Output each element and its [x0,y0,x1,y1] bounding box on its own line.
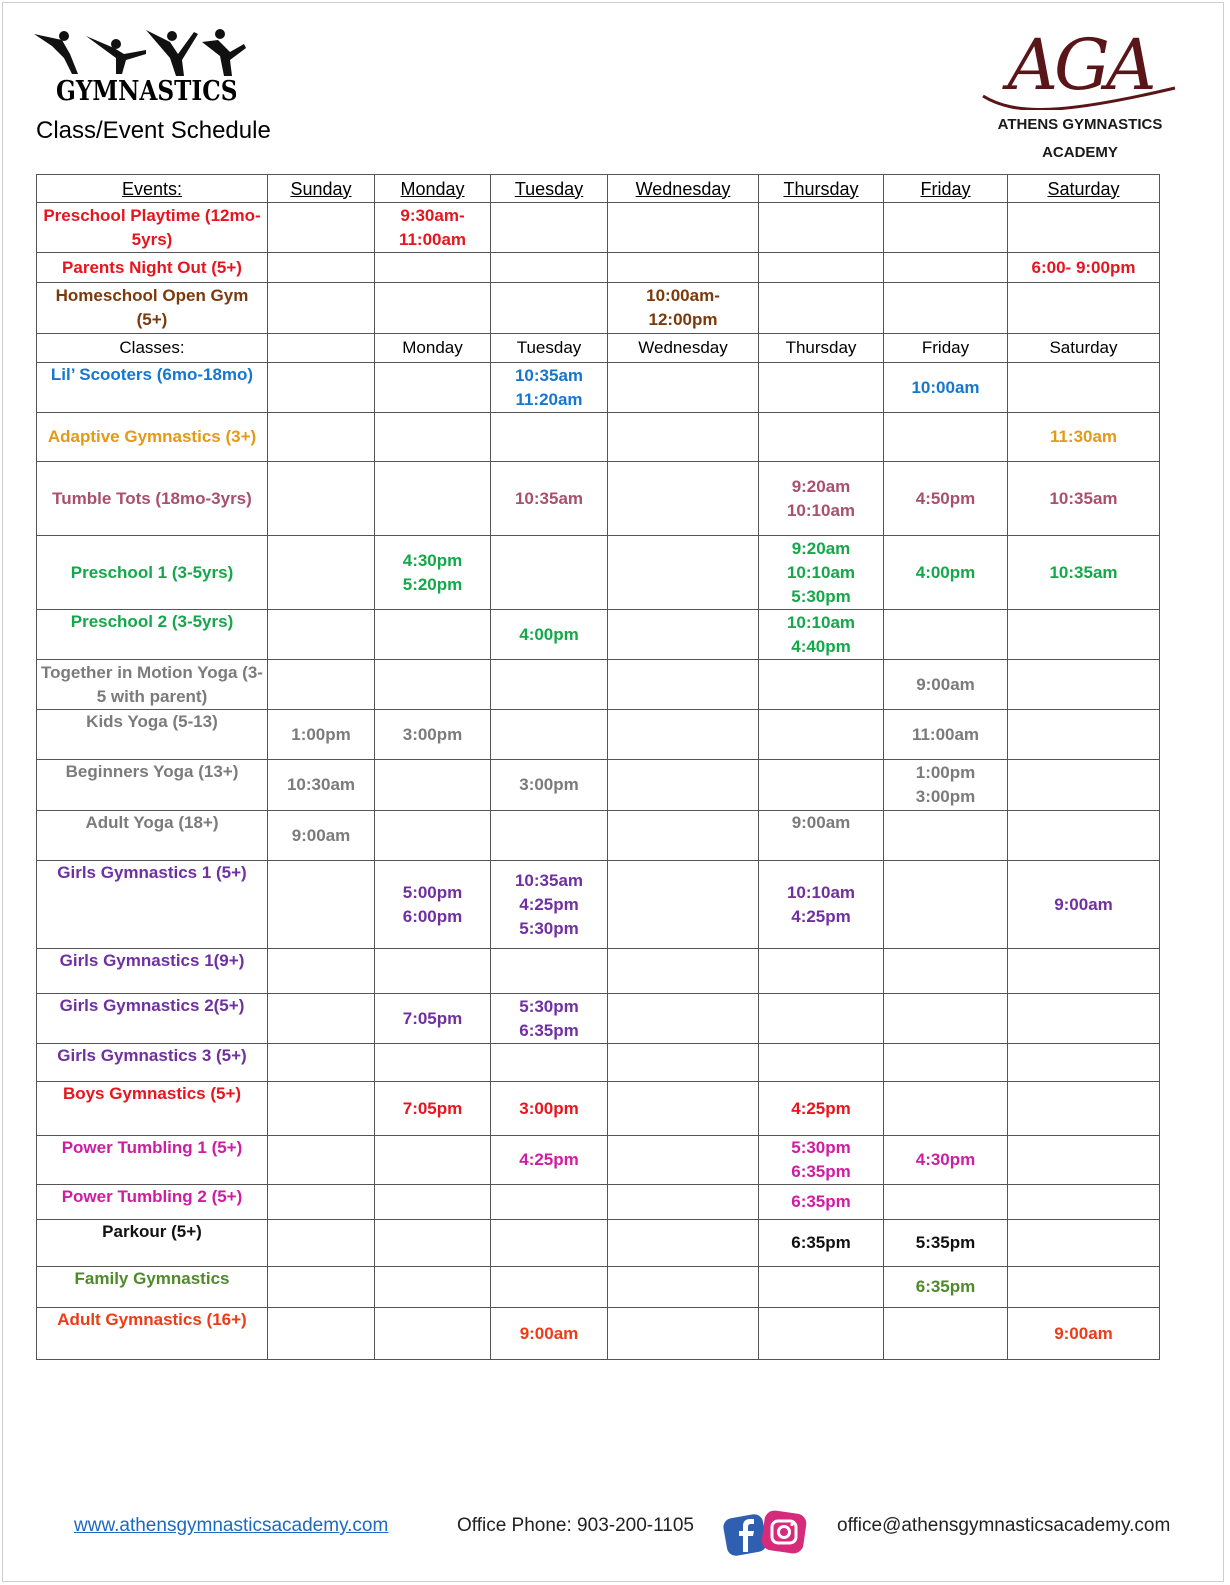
time-cell [884,253,1008,283]
class-name: Preschool 1 (3-5yrs) [37,536,268,610]
day-header-row-cell: Tuesday [491,175,608,203]
time-slot: 7:05pm [402,1098,463,1118]
time-cell [1008,413,1160,462]
time-slot: 9:00am [1054,894,1113,914]
time-cell [268,1136,375,1185]
time-cell [491,536,608,610]
time-cell [375,1044,491,1082]
time-cell [759,949,884,994]
time-cell [491,949,608,994]
time-slot: 4:50pm [915,488,976,508]
time-slot: 4:00pm [519,624,579,644]
time-cell [1008,1308,1160,1360]
social-icons [723,1508,809,1558]
time-cell [884,861,1008,949]
class-name: Boys Gymnastics (5+) [37,1082,268,1136]
row-parents-night-out-5 [37,253,1160,283]
time-cell [884,1044,1008,1082]
instagram-icon[interactable] [760,1509,807,1554]
academy-logo [975,24,1195,170]
time-cell [608,1220,759,1267]
row-homeschool-open-gym-5 [37,283,1160,334]
time-slot: 5:35pm [915,1233,976,1252]
time-cell [884,610,1008,660]
row-girls-gymnastics-2-5 [37,994,1160,1044]
time-cell [375,1220,491,1267]
time-cell [491,253,608,283]
class-name: Power Tumbling 1 (5+) [37,1136,268,1185]
time-cell [491,203,608,253]
time-cell [1008,253,1160,283]
classes-header-row-cell: Monday [375,334,491,363]
class-name: Girls Gymnastics 1 (5+) [37,861,268,949]
time-cell [268,1044,375,1082]
time-cell [375,994,491,1044]
class-name: Lil’ Scooters (6mo-18mo) [37,363,268,413]
row-adult-gymnastics-16 [37,1308,1160,1360]
class-name: Adult Gymnastics (16+) [37,1308,268,1360]
academy-name-line1: ATHENS GYMNASTICS [997,116,1163,133]
time-cell [491,1308,608,1360]
time-cell [375,413,491,462]
time-slot: 10:00am- 12:00pm [646,286,720,329]
time-cell [759,253,884,283]
class-name: Girls Gymnastics 3 (5+) [37,1044,268,1082]
time-cell [884,994,1008,1044]
time-cell [375,949,491,994]
time-slot: 4:30pm 5:20pm [402,550,463,594]
office-phone: Office Phone: 903-200-1105 [457,1515,694,1536]
time-cell [1008,1185,1160,1220]
time-cell [1008,811,1160,861]
time-cell [1008,1220,1160,1267]
time-cell [1008,536,1160,610]
time-slot: 9:00am [916,674,975,694]
time-cell [491,710,608,760]
gymnast-silhouettes-icon [34,24,249,79]
time-slot: 9:00am [1054,1323,1113,1343]
time-cell [608,462,759,536]
row-tumble-tots-18mo-3yrs [37,462,1160,536]
class-name: Girls Gymnastics 2(5+) [37,994,268,1044]
time-cell [884,1308,1008,1360]
class-name: Tumble Tots (18mo-3yrs) [37,462,268,536]
time-cell [759,1267,884,1308]
time-cell [759,1220,884,1267]
time-slot: 10:35am [1049,562,1118,582]
time-slot: 10:35am 4:25pm 5:30pm [514,870,584,938]
class-name: Preschool Playtime (12mo-5yrs) [37,203,268,253]
time-cell [884,811,1008,861]
time-slot: 11:30am [1049,427,1118,446]
class-name: Family Gymnastics [37,1267,268,1308]
class-name: Parents Night Out (5+) [37,253,268,283]
row-family-gymnastics [37,1267,1160,1308]
class-name: Girls Gymnastics 1(9+) [37,949,268,994]
time-cell [375,861,491,949]
website-link[interactable]: www.athensgymnasticsacademy.com [74,1515,389,1536]
time-cell [759,1308,884,1360]
time-cell [375,710,491,760]
time-cell [1008,994,1160,1044]
class-name: Kids Yoga (5-13) [37,710,268,760]
time-cell [884,1185,1008,1220]
time-cell [759,994,884,1044]
time-cell [1008,283,1160,334]
time-cell [268,1185,375,1220]
time-cell [1008,203,1160,253]
time-cell [759,861,884,949]
time-cell [884,1082,1008,1136]
gymnastics-logo [34,24,249,106]
time-cell [1008,1044,1160,1082]
page-title: Class/Event Schedule [36,117,271,144]
time-cell [268,1220,375,1267]
time-cell [759,536,884,610]
time-cell [759,203,884,253]
time-cell [491,994,608,1044]
time-cell [608,203,759,253]
time-cell [884,710,1008,760]
time-cell [608,660,759,710]
time-slot: 4:00pm [915,562,976,582]
time-cell [491,861,608,949]
time-cell [268,760,375,811]
time-slot: 11:00am [911,724,980,744]
time-cell [375,1267,491,1308]
time-cell [608,1082,759,1136]
time-cell [375,536,491,610]
time-slot: 10:10am 4:25pm [786,882,856,926]
time-cell [1008,710,1160,760]
time-cell [268,462,375,536]
time-cell [608,253,759,283]
classes-header-row-cell: Saturday [1008,334,1160,363]
row-preschool-2-3-5yrs [37,610,1160,660]
time-cell [884,462,1008,536]
day-header-row-cell: Events: [37,175,268,203]
class-name: Parkour (5+) [37,1220,268,1267]
time-cell [759,462,884,536]
time-cell [759,610,884,660]
time-slot: 9:20am 10:10am 5:30pm [786,538,856,606]
time-slot: 6:35pm [791,1192,851,1211]
time-cell [608,949,759,994]
row-parkour-5 [37,1220,1160,1267]
time-cell [268,1267,375,1308]
time-slot: 4:25pm [519,1150,579,1169]
academy-name-line2: ACADEMY [1042,144,1118,161]
time-cell [268,994,375,1044]
time-slot: 3:00pm [519,1098,579,1118]
time-cell [759,413,884,462]
time-cell [884,283,1008,334]
time-cell [759,1082,884,1136]
time-cell [375,1136,491,1185]
time-cell [1008,660,1160,710]
row-girls-gymnastics-1-9 [37,949,1160,994]
time-cell [491,760,608,811]
time-cell [375,811,491,861]
time-cell [491,610,608,660]
row-power-tumbling-2-5 [37,1185,1160,1220]
time-cell [491,660,608,710]
time-cell [884,1267,1008,1308]
time-cell [884,203,1008,253]
facebook-icon[interactable] [723,1513,768,1557]
time-cell [375,253,491,283]
time-slot: 9:30am- 11:00am [398,205,467,249]
time-cell [268,283,375,334]
time-cell [608,413,759,462]
time-cell [1008,1082,1160,1136]
row-beginners-yoga-13 [37,760,1160,811]
time-slot: 1:00pm [291,724,351,744]
time-cell [491,283,608,334]
time-cell [268,363,375,413]
time-cell [268,949,375,994]
time-cell [759,811,884,861]
time-cell [759,1136,884,1185]
row-girls-gymnastics-3-5 [37,1044,1160,1082]
time-cell [1008,462,1160,536]
time-cell [759,1044,884,1082]
time-cell [491,363,608,413]
time-cell [375,610,491,660]
class-name: Power Tumbling 2 (5+) [37,1185,268,1220]
logo-wordmark: GYMNASTICS [56,76,238,107]
time-cell [608,710,759,760]
day-header-row [37,175,1160,203]
time-cell [608,1308,759,1360]
classes-header-row-cell: Wednesday [608,334,759,363]
time-cell [268,861,375,949]
time-cell [268,536,375,610]
time-cell [884,363,1008,413]
time-slot: 6:35pm [791,1233,851,1252]
time-cell [884,760,1008,811]
classes-header-row [37,334,1160,363]
time-slot: 10:30am [286,775,356,794]
time-cell [375,1185,491,1220]
time-cell [1008,1136,1160,1185]
time-cell [1008,610,1160,660]
classes-header-row-cell: Tuesday [491,334,608,363]
day-header-row-cell: Friday [884,175,1008,203]
time-cell [268,811,375,861]
time-cell [884,1220,1008,1267]
time-slot: 6:00- 9:00pm [1031,257,1136,277]
time-slot: 5:00pm 6:00pm [402,882,463,926]
time-cell [608,1044,759,1082]
time-slot: 6:35pm [915,1277,976,1296]
time-cell [608,994,759,1044]
time-cell [1008,363,1160,413]
class-name: Beginners Yoga (13+) [37,760,268,811]
time-cell [268,1082,375,1136]
time-cell [608,536,759,610]
classes-header-row-cell: Thursday [759,334,884,363]
academy-monogram: AGA [1007,24,1153,106]
time-cell [884,1136,1008,1185]
time-cell [759,1185,884,1220]
time-cell [375,1308,491,1360]
time-cell [1008,760,1160,811]
class-name: Preschool 2 (3-5yrs) [37,610,268,660]
time-cell [608,363,759,413]
time-cell [491,1044,608,1082]
time-slot: 4:25pm [791,1098,851,1118]
time-slot: 10:10am 4:40pm [786,612,856,656]
time-cell [1008,1267,1160,1308]
row-lil-scooters-6mo-18mo [37,363,1160,413]
time-cell [491,1082,608,1136]
time-cell [608,283,759,334]
row-preschool-1-3-5yrs [37,536,1160,610]
time-cell [608,610,759,660]
time-cell [375,462,491,536]
day-header-row-cell: Monday [375,175,491,203]
time-cell [491,1267,608,1308]
row-preschool-playtime-12mo-5yrs [37,203,1160,253]
time-slot: 10:35am [1049,488,1118,508]
time-cell [375,203,491,253]
day-header-row-cell: Wednesday [608,175,759,203]
time-slot: 9:00am [519,1323,579,1343]
time-slot: 9:00am [791,813,851,832]
time-cell [375,283,491,334]
time-cell [759,710,884,760]
time-cell [884,949,1008,994]
day-header-row-cell: Saturday [1008,175,1160,203]
time-cell [375,760,491,811]
time-cell [608,861,759,949]
time-slot: 4:30pm [915,1150,976,1169]
time-slot: 7:05pm [402,1008,463,1028]
time-cell [884,536,1008,610]
day-header-row-cell: Sunday [268,175,375,203]
time-slot: 9:00am [291,825,351,845]
class-name: Adult Yoga (18+) [37,811,268,861]
row-girls-gymnastics-1-5 [37,861,1160,949]
time-slot: 10:00am [911,377,980,397]
row-adaptive-gymnastics-3 [37,413,1160,462]
time-cell [268,253,375,283]
class-name: Adaptive Gymnastics (3+) [37,413,268,462]
day-header-row-cell: Thursday [759,175,884,203]
row-together-in-motion-yoga-3-5-with-parent [37,660,1160,710]
time-slot: 1:00pm 3:00pm [915,763,976,806]
classes-header-row-cell [268,334,375,363]
time-slot: 10:35am [514,488,584,508]
time-slot: 10:35am 11:20am [514,365,584,409]
time-cell [491,811,608,861]
time-cell [268,1308,375,1360]
time-slot: 3:00pm [402,724,463,744]
time-slot: 5:30pm 6:35pm [791,1138,851,1181]
row-boys-gymnastics-5 [37,1082,1160,1136]
office-email[interactable]: office@athensgymnasticsacademy.com [837,1515,1171,1536]
classes-header-row-cell: Friday [884,334,1008,363]
time-cell [375,363,491,413]
row-adult-yoga-18 [37,811,1160,861]
time-cell [1008,949,1160,994]
time-cell [759,760,884,811]
time-cell [268,610,375,660]
time-cell [375,1082,491,1136]
time-cell [608,1136,759,1185]
classes-header-row-cell: Classes: [37,334,268,363]
time-cell [608,1267,759,1308]
time-slot: 9:20am 10:10am [786,476,856,520]
time-cell [608,760,759,811]
row-kids-yoga-5-13 [37,710,1160,760]
time-slot: 5:30pm 6:35pm [519,996,579,1040]
time-cell [268,660,375,710]
time-cell [491,413,608,462]
time-cell [375,660,491,710]
time-cell [268,413,375,462]
time-cell [268,710,375,760]
time-cell [608,1185,759,1220]
time-cell [491,1220,608,1267]
time-slot: 3:00pm [519,775,579,794]
time-cell [884,413,1008,462]
class-name: Homeschool Open Gym (5+) [37,283,268,334]
row-power-tumbling-1-5 [37,1136,1160,1185]
time-cell [491,462,608,536]
time-cell [759,660,884,710]
time-cell [268,203,375,253]
class-name: Together in Motion Yoga (3-5 with parent) [37,660,268,710]
time-cell [759,363,884,413]
time-cell [759,283,884,334]
time-cell [491,1136,608,1185]
schedule-table [36,174,1160,1360]
time-cell [884,660,1008,710]
time-cell [608,811,759,861]
time-cell [1008,861,1160,949]
time-cell [491,1185,608,1220]
